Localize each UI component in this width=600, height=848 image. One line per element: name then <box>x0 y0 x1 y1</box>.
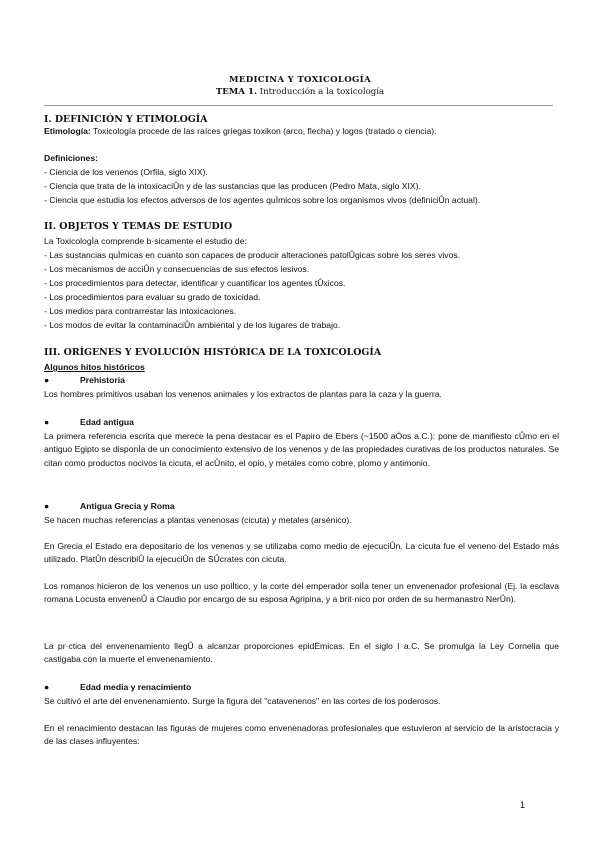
roma-paragraph: Los romanos hicieron de los venenos un uso polÌtico, y la corte del emperador solÌa tener un envenenador profesional (Ej. la esclava romana Locusta envenenÛ a Claudio por encargo de su esposa Agripina, y a brit·nico por orden de su hermanastro NerÛn). <box>44 581 559 605</box>
objetos-item: - Los mecanismos de acciÛn y consecuencias de sus efectos lesivos. <box>44 264 310 274</box>
envenenamiento-paragraph: La pr·ctica del envenenamiento llegÛ a alcanzar proporciones epidÈmicas. En el siglo I a.C. Se promulga la Ley Cornelia que castigaba con la muerte el envenenamiento. <box>44 641 559 665</box>
section-heading-definicion: I. DEFINICIÓN Y ETIMOLOGÍA <box>44 114 208 125</box>
definition-item: - Ciencia que estudia los efectos adversos de los agentes quÌmicos sobre los organismos vivos (definiciÛn actual). <box>44 195 481 205</box>
objetos-item: - Los procedimientos para detectar, identificar y cuantificar los agentes tÛxicos. <box>44 278 346 288</box>
section-heading-objetos: II. OBJETOS Y TEMAS DE ESTUDIO <box>44 221 233 232</box>
bullet-label: Edad media y renacimiento <box>80 682 192 692</box>
definitions-label: Definiciones: <box>44 153 98 163</box>
document-subtitle <box>0 87 600 97</box>
bullet-label: Antigua Grecia y Roma <box>80 501 175 511</box>
header-rule <box>44 105 553 106</box>
bullet-edad-antigua <box>44 416 134 428</box>
bullet-dot: ● <box>44 417 50 427</box>
edad-media-paragraph: Se cultivó el arte del envenenamiento. Surge la figura del "catavenenos" en las cortes de los poderosos. <box>44 696 441 706</box>
objetos-item: - Los medios para contrarrestar las intoxicaciones. <box>44 306 237 316</box>
objetos-item: - Los modos de evitar la contaminaciÛn ambiental y de los lugares de trabajo. <box>44 320 341 330</box>
document-title: MEDICINA Y TOXICOLOGÍA <box>229 75 371 85</box>
objetos-intro: La ToxicologÌa comprende b·sicamente el estudio de: <box>44 236 247 246</box>
grecia-paragraph: En Grecia el Estado era depositario de los venenos y se utilizaba como medio de ejecuciÛn. La cicuta fue el veneno del Estado más utilizado. PlatÛn describiÛ la ejecuciÛn de SÛcrates con cicuta. <box>44 541 559 565</box>
hitos-subheading: Algunos hitos históricos <box>44 362 145 372</box>
bullet-edad-media <box>44 681 191 693</box>
grecia-paragraph: Se hacen muchas referencias a plantas venenosas (cicuta) y metales (arsénico). <box>44 515 352 525</box>
etymology-line <box>44 125 559 137</box>
section-heading-origenes: III. ORÍGENES Y EVOLUCIÓN HISTÓRICA DE LA TOXICOLOGÍA <box>44 347 382 358</box>
bullet-label: Edad antigua <box>80 417 134 427</box>
etymology-text: Toxicología procede de las raíces griegas toxikon (arco, flecha) y logos (tratado o ciencia). <box>90 126 437 136</box>
bullet-grecia-roma <box>44 500 175 512</box>
renacimiento-paragraph: En el renacimiento destacan las figuras de mujeres como envenenadoras profesionales que estuvieron al servicio de la aristocracia y de las clases influyentes: <box>44 723 559 747</box>
tema-text: Introducción a la toxicología <box>259 87 385 97</box>
page-number: 1 <box>520 800 526 810</box>
definition-item: - Ciencia que trata de la intoxicaciÛn y de las sustancias que las producen (Pedro Mata, siglo XIX). <box>44 181 421 191</box>
etymology-label: Etimología: <box>44 126 91 136</box>
tema-label: TEMA 1. <box>215 87 257 97</box>
objetos-item: - Los procedimientos para evaluar su grado de toxicidad. <box>44 292 261 302</box>
bullet-prehistoria <box>44 374 125 386</box>
bullet-dot: ● <box>44 501 50 511</box>
bullet-dot: ● <box>44 682 50 692</box>
bullet-dot: ● <box>44 375 50 385</box>
objetos-item: - Las sustancias quÌmicas en cuanto son capaces de producir alteraciones patolÛgicas sobre los seres vivos. <box>44 250 461 260</box>
edad-antigua-text: La primera referencia escrita que merece la pena destacar es el Papiro de Ebers (~1500 aÒos a.C.): pone de manifiesto cÛmo en el antiguo Egipto se disponÌa de un conocimiento extensivo de los venenos y de las propiedades curativas de los productos naturales. Se citan como productos nocivos la cicuta, el acÛnito, el opio, y metales como cobre, plomo y antimonio. <box>44 431 559 468</box>
bullet-label: Prehistoria <box>80 375 125 385</box>
definition-item: - Ciencia de los venenos (Orfila, siglo XIX). <box>44 167 208 177</box>
prehistoria-text: Los hombres primitivos usaban los venenos animales y los extractos de plantas para la caza y la guerra. <box>44 389 442 399</box>
